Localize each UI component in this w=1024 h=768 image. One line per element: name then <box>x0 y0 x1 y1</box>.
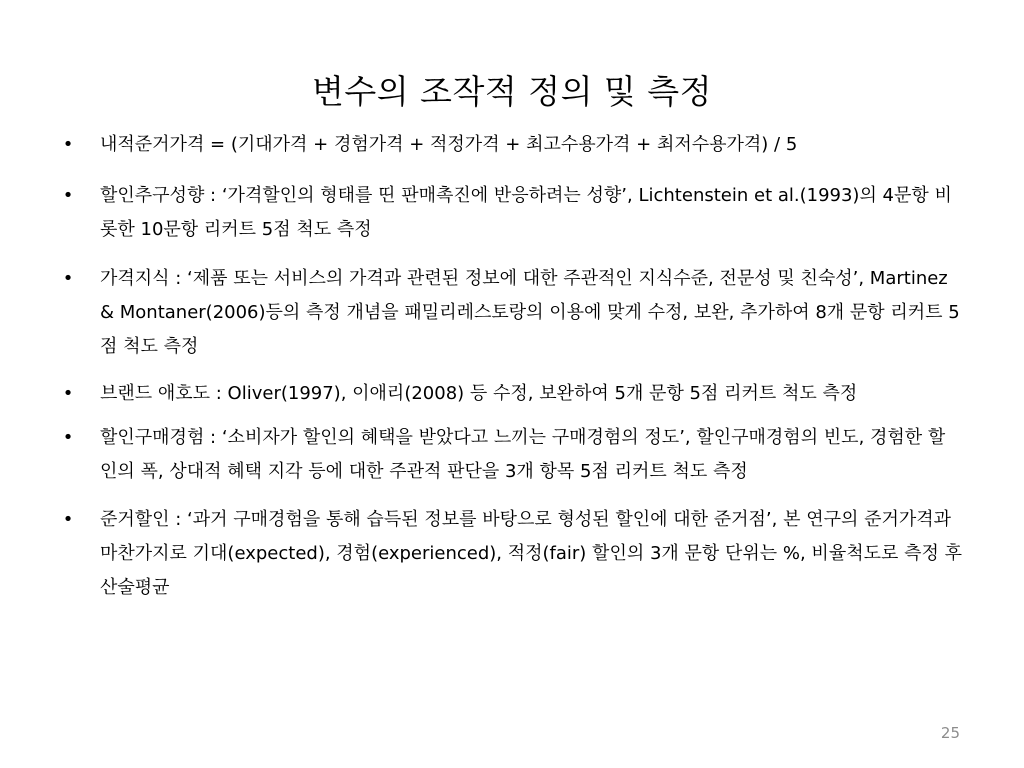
bullet-list <box>62 128 962 622</box>
bullet-dot-icon: • <box>62 268 74 289</box>
bullet-text: 준거할인 : ‘과거 구매경험을 통해 습득된 정보를 바탕으로 형성된 할인에 대한 준거점’, 본 연구의 준거가격과 마찬가지로 기대(expected), 경험(experienced), 적정(fair) 할인의 3개 문항 단위는 %, 비율척도로 측정 후 산술평균 <box>100 509 962 598</box>
bullet-dot-icon: • <box>62 134 74 155</box>
bullet-text: 할인추구성향 : ‘가격할인의 형태를 띤 판매촉진에 반응하려는 성향’, Lichtenstein et al.(1993)의 4문항 비롯한 10문항 리커트 5점 척도 측정 <box>100 185 952 240</box>
page-number: 25 <box>940 724 960 742</box>
bullet-item-discount-purchase-experience <box>62 421 962 489</box>
bullet-dot-icon: • <box>62 509 74 530</box>
bullet-dot-icon: • <box>62 427 74 448</box>
bullet-dot-icon: • <box>62 383 74 404</box>
bullet-item-price-knowledge <box>62 262 962 364</box>
bullet-text: 가격지식 : ‘제품 또는 서비스의 가격과 관련된 정보에 대한 주관적인 지식수준, 전문성 및 친숙성’, Martinez & Montaner(2006)등의 측정 개념을 패밀리레스토랑의 이용에 맞게 수정, 보완, 추가하여 8개 문항 리커트 5점 척도 측정 <box>100 268 960 357</box>
bullet-text: 브랜드 애호도 : Oliver(1997), 이애리(2008) 등 수정, 보완하여 5개 문항 5점 리커트 척도 측정 <box>100 383 858 404</box>
bullet-item-deal-proneness <box>62 179 962 247</box>
bullet-text: 할인구매경험 : ‘소비자가 할인의 혜택을 받았다고 느끼는 구매경험의 정도’, 할인구매경험의 빈도, 경험한 할인의 폭, 상대적 혜택 지각 등에 대한 주관적 판단을 3개 항목 5점 리커트 척도 측정 <box>100 427 946 482</box>
slide-title: 변수의 조작적 정의 및 측정 <box>311 72 713 112</box>
bullet-item-reference-discount <box>62 503 962 605</box>
bullet-dot-icon: • <box>62 185 74 206</box>
bullet-text: 내적준거가격 = (기대가격 + 경험가격 + 적정가격 + 최고수용가격 + 최저수용가격) / 5 <box>100 134 798 155</box>
bullet-item-internal-reference-price <box>62 128 962 162</box>
bullet-item-brand-loyalty <box>62 377 962 411</box>
